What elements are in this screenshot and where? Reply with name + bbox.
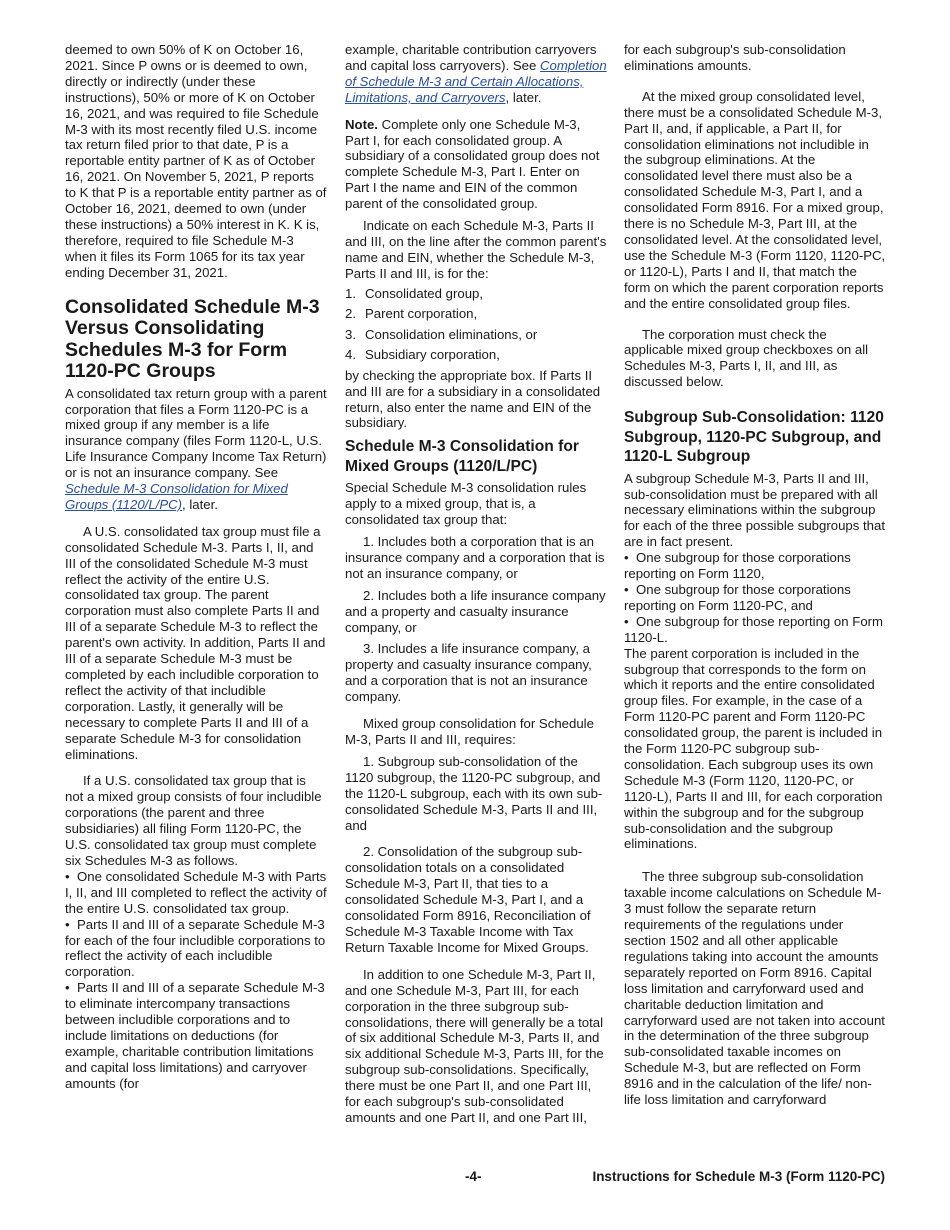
section-heading: Consolidated Schedule M-3 Versus Consolidating Schedules M-3 for Form 1120-PC Groups — [65, 295, 320, 383]
numbered-paragraph: 2. Consolidation of the subgroup sub-consolidation totals on a consolidated Schedule M-3, Part II, that ties to a consolidated Schedule M-3, Part I, and a consolidated Form 8916, Reconciliation of Schedule M-3 Taxable Income with Tax Return Taxable Income for Mixed Groups. — [345, 844, 591, 955]
list-item: 4. Subsidiary corporation, — [345, 347, 500, 363]
link-completion-schedule-m3[interactable]: Completion of Schedule M-3 and Certain Allocations, Limitations, and Carryovers — [345, 57, 607, 105]
paragraph: The three subgroup sub-consolidation taxable income calculations on Schedule M-3 must follow the separate return requirements of the regulations under section 1502 and all other applicable regulations taking into account the amounts separately reported on Form 8916. Capital loss limitation and carryforward used and charitable deduction limitation and carryforward used are not taken into account in the determination of the three subgroup sub-consolidated taxable incomes on Schedule M-3, but are reflected on Form 8916 and in the calculation of the life/ non-life loss limitation and carryforward — [624, 869, 885, 1108]
note-label: Note. — [345, 116, 378, 132]
page-number: -4- — [465, 1169, 482, 1184]
paragraph: Indicate on each Schedule M-3, Parts II and III, on the line after the common parent's name and EIN, whether the Schedule M-3, Parts II and III, is for the: — [345, 218, 607, 281]
paragraph: The parent corporation is included in the subgroup that corresponds to the form on which it reports and the entire consolidated group files. For example, in the case of a Form 1120-PC parent and Form 1120-PC consolidated group, the parent is included in the Form 1120-PC subgroup sub-consolidation. Each subgroup uses its own Schedule M-3 (Form 1120, 1120-PC, or 1120-L), Parts II and III, for each corporation within the subgroup and for the subgroup sub-consolidation and the subgroup eliminations. — [624, 645, 883, 852]
paragraph: A consolidated tax return group with a parent corporation that files a Form 1120-PC is a mixed group if any member is a life insurance company (files Form 1120-L, U.S. Life Insurance Company Income Tax Return) or is not an insurance company. See Schedule M-3 Consolidation for Mixed Groups (1120/L/PC), later. — [65, 385, 327, 512]
note-paragraph: Note. Complete only one Schedule M-3, Part I, for each consolidated group. A subsidiary of a consolidated group does not complete Schedule M-3, Part I. Enter on Part I the name and EIN of the common parent of the consolidated group. — [345, 116, 600, 212]
link-mixed-groups[interactable]: Schedule M-3 Consolidation for Mixed Groups (1120/L/PC) — [65, 481, 288, 512]
paragraph: Special Schedule M-3 consolidation rules apply to a mixed group, that is, a consolidated tax group that: — [345, 480, 587, 528]
list-item: 2. Parent corporation, — [345, 306, 478, 322]
column-right — [624, 42, 886, 1108]
paragraph: for each subgroup's sub-consolidation eliminations amounts. — [624, 42, 846, 73]
numbered-paragraph: 1. Subgroup sub-consolidation of the 1120 subgroup, the 1120-PC subgroup, and the 1120-L subgroup, each with its own sub-consolidated Schedule M-3, Parts II and III, and — [345, 753, 603, 833]
footer-title: Instructions for Schedule M-3 (Form 1120-PC) — [592, 1169, 885, 1184]
numbered-paragraph: 1. Includes both a corporation that is an insurance company and a corporation that is not an insurance company, or — [345, 534, 605, 581]
bullet-item: • One consolidated Schedule M-3 with Parts I, II, and III completed to reflect the activity of the entire U.S. consolidated tax group. — [65, 869, 327, 917]
column-left — [65, 42, 327, 1092]
numbered-paragraph: 2. Includes both a life insurance company and a property and casualty insurance company, or — [345, 587, 606, 635]
numbered-list — [345, 286, 607, 363]
paragraph: The corporation must check the applicable mixed group checkboxes on all Schedules M-3, Parts I, II, and III, as discussed below. — [624, 326, 869, 390]
paragraph: Mixed group consolidation for Schedule M-3, Parts II and III, requires: — [345, 716, 594, 747]
bullet-item: • Parts II and III of a separate Schedule M-3 for each of the four includible corporations to reflect the activity of each includible corporation. — [65, 917, 327, 981]
paragraph: example, charitable contribution carryovers and capital loss carryovers). See Completion of Schedule M-3 and Certain Allocations, Limitations, and Carryovers, later. — [345, 42, 607, 105]
paragraph: If a U.S. consolidated tax group that is not a mixed group consists of four includible corporations (the parent and three subsidiaries) all filing Form 1120-PC, the U.S. consolidated tax group must complete six Schedules M-3 as follows. — [65, 773, 322, 868]
bullet-item: • Parts II and III of a separate Schedule M-3 to eliminate intercompany transactions between includible corporations and to include limitations on deductions (for example, charitable contribution limitations and capital loss limitations) and carryover amounts (for — [65, 980, 327, 1091]
section-heading: Subgroup Sub-Consolidation: 1120 Subgroup, 1120-PC Subgroup, and 1120-L Subgroup — [624, 409, 884, 466]
numbered-paragraph: 3. Includes a life insurance company, a property and casualty insurance company, and a corporation that is not an insurance company. — [345, 641, 592, 705]
paragraph: In addition to one Schedule M-3, Part II, and one Schedule M-3, Part III, for each corporation in the three subgroup sub-consolidations, there will generally be a total of six additional Schedule M-3, Parts II, and six additional Schedule M-3, Parts III, for the subgroup sub-consolidations. Specifically, there must be one Part II, and one Part III, for each subgroup's sub-consolidated amounts and one Part II, and one Part III, — [345, 966, 604, 1125]
paragraph: At the mixed group consolidated level, there must be a consolidated Schedule M-3, Part II, and, if applicable, a Part II, for consolidation eliminations not includible in the subgroup eliminations. At the consolidated level there must also be a consolidated Schedule M-3, Part I, and a consolidated Form 8916. For a mixed group, there is no Schedule M-3, Part III, at the consolidated level. At the consolidated level, use the Schedule M-3 (Form 1120, 1120-PC, or 1120-L), Parts I and II, that match the form on which the parent corporation reports and the entire consolidated group files. — [624, 88, 886, 311]
bullet-item: • One subgroup for those corporations reporting on Form 1120-PC, and — [624, 582, 886, 614]
section-heading: Schedule M-3 Consolidation for Mixed Groups (1120/L/PC) — [345, 438, 579, 475]
column-middle — [345, 42, 607, 1126]
paragraph: A U.S. consolidated tax group must file a consolidated Schedule M-3. Parts I, II, and III of the consolidated Schedule M-3 must reflect the activity of the entire U.S. consolidated tax group. The parent corporation must also complete Parts II and III of a separate Schedule M-3 to reflect the parent's own activity. In addition, Parts II and III of a separate Schedule M-3 must be completed by each includible corporation to reflect the activity of that includible corporation. Lastly, it generally will be necessary to complete Parts II and III of a separate Schedule M-3 for consolidation eliminations. — [65, 523, 326, 762]
list-item: 3. Consolidation eliminations, or — [345, 326, 538, 342]
paragraph: A subgroup Schedule M-3, Parts II and III, sub-consolidation must be prepared with all necessary eliminations within the subgroup for each of the three possible subgroups that are in fact present. — [624, 470, 885, 550]
paragraph: deemed to own 50% of K on October 16, 2021. Since P owns or is deemed to own, directly or indirectly (under these instructions), 50% or more of K on October 16, 2021, and was required to file Schedule M-3 with its most recently filed U.S. income tax return filed prior to that date, P is a reportable entity partner of K as of October 16, 2021. On November 5, 2021, P reports to K that P is a reportable entity partner as of October 16, 2021, deemed to own (under these instructions) a 50% interest in K. K is, therefore, required to file Schedule M-3 when it files its Form 1065 for its tax year ending December 31, 2021. — [65, 42, 327, 280]
paragraph: by checking the appropriate box. If Parts II and III are for a subsidiary in a consolidated return, also enter the name and EIN of the subsidiary. — [345, 367, 601, 431]
bullet-item: • One subgroup for those corporations reporting on Form 1120, — [624, 550, 886, 582]
list-item: 1. Consolidated group, — [345, 285, 484, 301]
bullet-item: • One subgroup for those reporting on Form 1120-L. — [624, 614, 886, 646]
